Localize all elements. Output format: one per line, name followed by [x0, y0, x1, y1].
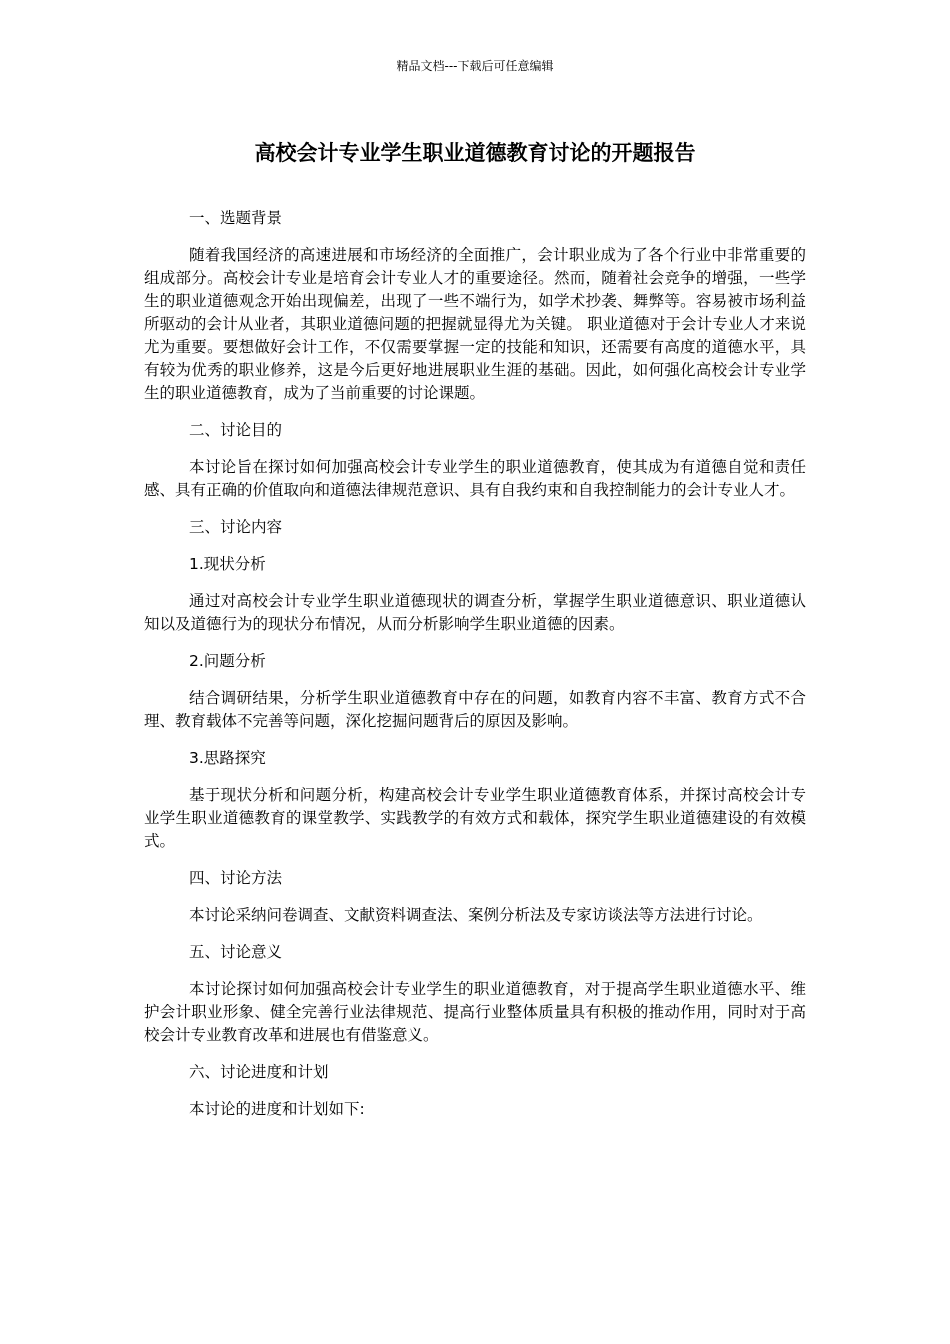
subsection-paragraph-status-analysis: 通过对高校会计专业学生职业道德现状的调查分析，掌握学生职业道德意识、职业道德认知以及道德行为的现状分布情况，从而分析影响学生职业道德的因素。	[144, 592, 806, 633]
section-paragraph-schedule: 本讨论的进度和计划如下:	[189, 1100, 365, 1118]
section-paragraph-purpose: 本讨论旨在探讨如何加强高校会计专业学生的职业道德教育，使其成为有道德自觉和责任感、具有正确的价值取向和道德法律规范意识、具有自我约束和自我控制能力的会计专业人才。	[144, 458, 806, 499]
subsection-paragraph-approach: 基于现状分析和问题分析，构建高校会计专业学生职业道德教育体系，并探讨高校会计专业学生职业道德教育的课堂教学、实践教学的有效方式和载体，探究学生职业道德建设的有效模式。	[144, 786, 806, 850]
document-body	[144, 207, 806, 1135]
section-paragraph-significance: 本讨论探讨如何加强高校会计专业学生的职业道德教育，对于提高学生职业道德水平、维护会计职业形象、健全完善行业法律规范、提高行业整体质量具有积极的推动作用，同时对于高校会计专业教育改革和进展也有借鉴意义。	[144, 980, 806, 1044]
section-paragraph-methods: 本讨论采纳问卷调查、文献资料调查法、案例分析法及专家访谈法等方法进行讨论。	[189, 906, 763, 924]
subsection-heading-status-analysis: 1.现状分析	[189, 555, 266, 573]
subsection-heading-problem-analysis: 2.问题分析	[189, 652, 266, 670]
section-heading-significance: 五、讨论意义	[189, 943, 283, 961]
subsection-heading-approach: 3.思路探究	[189, 749, 266, 767]
section-heading-methods: 四、讨论方法	[189, 869, 283, 887]
section-heading-background: 一、选题背景	[189, 209, 283, 227]
section-heading-purpose: 二、讨论目的	[189, 421, 283, 439]
section-heading-schedule: 六、讨论进度和计划	[189, 1063, 329, 1081]
page-header-note: 精品文档---下载后可任意编辑	[396, 59, 554, 73]
document-title: 高校会计专业学生职业道德教育讨论的开题报告	[254, 141, 696, 165]
subsection-paragraph-problem-analysis: 结合调研结果，分析学生职业道德教育中存在的问题，如教育内容不丰富、教育方式不合理、教育载体不完善等问题，深化挖掘问题背后的原因及影响。	[144, 689, 806, 730]
section-paragraph-background: 随着我国经济的高速进展和市场经济的全面推广，会计职业成为了各个行业中非常重要的组成部分。高校会计专业是培育会计专业人才的重要途径。然而，随着社会竞争的增强，一些学生的职业道德观念开始出现偏差，出现了一些不端行为，如学术抄袭、舞弊等。容易被市场利益所驱动的会计从业者，其职业道德问题的把握就显得尤为关键。 职业道德对于会计专业人才来说尤为重要。要想做好会计工作，不仅需要掌握一定的技能和知识，还需要有高度的道德水平，具有较为优秀的职业修养，这是今后更好地进展职业生涯的基础。因此，如何强化高校会计专业学生的职业道德教育，成为了当前重要的讨论课题。	[144, 246, 806, 402]
section-heading-content: 三、讨论内容	[189, 518, 283, 536]
